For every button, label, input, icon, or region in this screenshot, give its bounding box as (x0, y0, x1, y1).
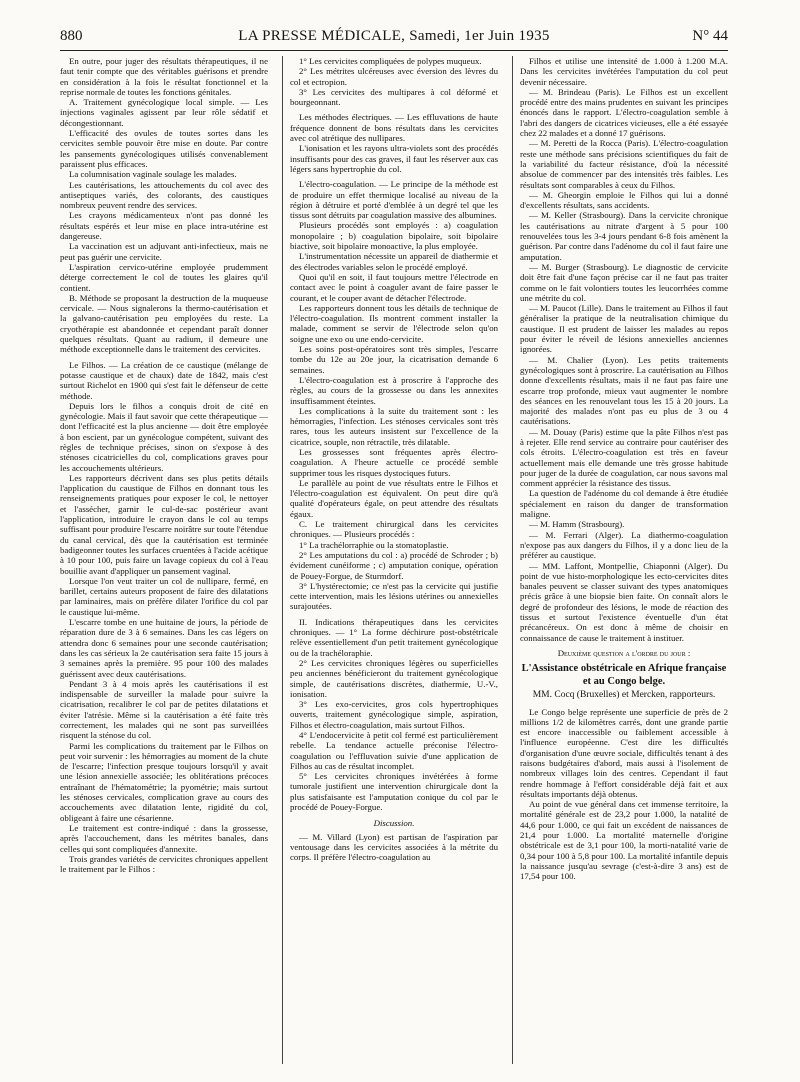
paragraph: 1° La trachélorraphie ou la stomatoplastie. (299, 539, 449, 550)
paragraph: C. Le traitement chirurgical dans les cervicites chroniques. — Plusieurs procédés : (290, 519, 498, 540)
paragraph: A. Traitement gynécologique local simple. — Les injections vaginales agissent par leur rôle sédatif et décongestionnant. (60, 97, 268, 128)
section-label: Deuxième question a l'ordre du jour : (557, 647, 691, 658)
paragraph: — M. Paucot (Lille). Dans le traitement au Filhos il faut généraliser la pratique de la neutralisation chimique du caustique. Il est prudent de laisser les malades au repos pour éviter le réveil de lésions annexielles anciennes ignorées. (520, 303, 728, 355)
page-number: 880 (60, 28, 83, 44)
paragraph: La vaccination est un adjuvant anti-infectieux, mais ne peut pas guérir une cervicite. (60, 241, 268, 262)
paragraph: Le parallèle au point de vue résultats entre le Filhos et l'électro-coagulation est équivalent. On peut dire qu'à qualité d'opérateurs égale, on peut attendre des résultats égaux. (290, 477, 498, 519)
paragraph: 3° Les cervicites des multipares à col déformé et bourgeonnant. (290, 86, 498, 108)
paragraph: Les rapporteurs donnent tous les détails de technique de l'électro-coagulation. Ils montrent comment installer la malade, comment se servir de l'électrode selon qu'on soigne une exo ou une endo-cervicite. (290, 302, 498, 344)
paragraph: 5° Les cervicites chroniques invétérées à forme tumorale justifient une intervention chirurgicale dont la plus satisfaisante est l'amputation conique du col par le procédé de Pouey-Forgue. (290, 771, 498, 813)
paragraph: L'escarre tombe en une huitaine de jours, la période de réparation dure de 3 à 6 semaines. Dans les cas légers on attendra donc 6 semaines pour une seconde cautérisation; dans les cas sérieux la 2e cautérisation sera faite 15 jours à 3 semaines après la première. 95 pour 100 des malades guérissent avec deux cautérisations. (60, 617, 268, 679)
page-header (60, 28, 728, 50)
paragraph: Les soins post-opératoires sont très simples, l'escarre tombe du 12e au 20e jour, la cicatrisation demande 6 semaines. (290, 344, 498, 375)
paragraph: L'aspiration cervico-utérine employée prudemment déterge correctement le col de toutes les glaires qu'il contient. (60, 261, 268, 293)
paragraph: Les cautérisations, les attouchements du col avec des antiseptiques variés, des colorants, des caustiques nombreux peuvent rendre des services. (60, 179, 268, 211)
paragraph: Au point de vue général dans cet immense territoire, la mortalité générale est de 23,2 pour 1.000, la natalité de 44,6 pour 1.000, ce qui fait un excédent de naissances de 21,4 pour 1.000. La mortalité maternelle d'origine obstétricale est de 3,1 pour 100, la morti-natalité varie de 0,34 pour 100 à 5,8 pour 100. La mortalité infantile depuis la naissance jusqu'au sevrage (c'est-à-dire 3 ans) est de 17,54 pour 100. (520, 799, 728, 882)
paragraph: — MM. Laffont, Montpellie, Chiaponni (Alger). Du point de vue histo-morphologique les ecto-cervicites dites banales peuvent se classer suivant des types anatomiques précis grâce à une biopsie bien faite. On connaît alors le degré de profondeur des lésions, le mode de réaction des tissus et surtout l'existence éventuelle d'un état précancéreux. On est donc à même de choisir en connaissance de cause le traitement à instituer. (520, 560, 728, 643)
paragraph: La question de l'adénome du col demande à être étudiée spécialement en raison du danger de transformation maligne. (520, 488, 728, 520)
paragraph: Parmi les complications du traitement par le Filhos on peut voir survenir : les hémorragies au moment de la chute de l'escarre; l'infection presque toujours lorsqu'il y avait une lésion annexielle associée; les oblitérations précoces entraînant de l'hématométrie; la pyométrie; mais surtout les sténoses cervicales, complication grave au cours des accouchements avec dilatation lente, rigidité du col, obligeant à faire une césarienne. (60, 740, 268, 823)
paragraph: 1° Les cervicites compliquées de polypes muqueux. (299, 56, 482, 66)
paragraph: 3° Les exo-cervicites, gros cols hypertrophiques ouverts, traitement gynécologique simple, aspiration, Filhos et électro-coagulation, mais surtout Filhos. (290, 699, 498, 730)
paragraph: — M. Douay (Paris) estime que la pâte Filhos n'est pas à rejeter. Elle rend service au contraire pour cautériser des cols étroits. L'électro-coagulation est très en faveur actuellement mais elle demande une très grosse habitude pour juger de la durée de coagulation, car nous savons mal comment apprécier la résistance des tissus. (520, 426, 728, 489)
paragraph: — M. Villard (Lyon) est partisan de l'aspiration par ventousage dans les cervicites associées à la métrite du corps. Il préfère l'électro-coagulation au (290, 831, 498, 863)
paragraph: Les méthodes électriques. — Les effluvations de haute fréquence donnent de bons résultats dans les cervicites avec col atrétique des nullipares. (290, 112, 498, 144)
paragraph: — M. Chalier (Lyon). Les petits traitements gynécologiques sont à proscrire. La cautérisation au Filhos donne d'excellents résultats, mais il ne faut pas faire une escarre trop profonde, mieux vaut augmenter le nombre des séances en les renouvelant tous les 15 à 20 jours. La majorité des malades n'ont pas eu plus de 3 ou 4 cautérisations. (520, 354, 728, 427)
paragraph: — M. Hamm (Strasbourg). (529, 519, 625, 530)
paragraph: Les complications à la suite du traitement sont : les hémorragies, l'infection. Les sténoses cervicales sont très rares, tous les auteurs insistent sur l'excellence de la cicatrice, souple, non rétractile, très dilatable. (290, 405, 498, 447)
paragraph: II. Indications thérapeutiques dans les cervicites chroniques. — 1° La forme déchirure post-obstétricale relève essentiellement d'un petit traitement gynécologique ou de la trachéloraphie. (290, 616, 498, 658)
paragraph: L'efficacité des ovules de toutes sortes dans les cervicites semble pouvoir être mise en doute. Par contre les pansements gynécologiques utilisés convenablement paraissent plus efficaces. (60, 128, 268, 169)
discussion-heading: Discussion. (373, 818, 415, 829)
column-divider (282, 56, 283, 1064)
column-2 (290, 56, 498, 1072)
paragraph: Depuis lors le filhos a conquis droit de cité en gynécologie. Mais il faut savoir que cette thérapeutique — dont l'efficacité est la plus ancienne — doit être employée à bon escient, par un gynécologue compétent, suivant des règles de technique précises, sinon on s'expose à des sténoses cicatricielles du col, complications graves pour les accouchements ultérieurs. (60, 400, 268, 473)
paragraph: — M. Keller (Strasbourg). Dans la cervicite chronique les cautérisations au nitrate d'argent à 5 pour 100 renouvelées tous les 3-4 jours pendant 6-8 fois amènent la guérison. Par contre dans l'adénome du col il faut faire une amputation. (520, 210, 728, 262)
paragraph: — M. Ferrari (Alger). La diathermo-coagulation n'expose pas aux dangers du Filhos, il y a donc lieu de la préférer au caustique. (520, 529, 728, 561)
paragraph: L'ionisation et les rayons ultra-violets sont des procédés insuffisants pour des cas graves, il faut les réserver aux cas légers sans hypertrophie du col. (290, 143, 498, 174)
column-divider (512, 56, 513, 1064)
paragraph: 3° L'hystérectomie; ce n'est pas la cervicite qui justifie cette intervention, mais les lésions utérines ou annexielles surajoutées. (290, 580, 498, 612)
paragraph: Plusieurs procédés sont employés : a) coagulation monopolaire ; b) coagulation bipolaire, soit bipolaire biactive, soit bipolaire monoactive, la plus employée. (290, 220, 498, 252)
paragraph: Les rapporteurs décrivent dans ses plus petits détails l'application du caustique de Filhos en donnant tous les renseignements pratiques pour exposer le col, le nettoyer et l'assécher, garnir le cul-de-sac postérieur avant l'application, introduire le crayon dans le col au temps suffisant pour produire l'escarre noirâtre sur toute l'étendue du canal cervical, dès que la cautérisation est terminée badigeonner toutes les surfaces cruentées à l'acide acétique à 10 pour 100, puis faire un lavage copieux du col à l'eau bouillie avant d'appliquer un pansement vaginal. (60, 472, 268, 576)
column-1 (60, 56, 268, 1072)
paragraph: 4° L'endocervicite à petit col fermé est particulièrement rebelle. La tendance actuelle préconise l'électro-coagulation ou l'effluvation suivie d'une application de Filhos au cas de résultat incomplet. (290, 730, 498, 771)
issue-number: N° 44 (692, 28, 728, 44)
paragraph: — M. Burger (Strasbourg). Le diagnostic de cervicite doit être fait d'une façon précise car il ne faut pas traiter comme on le fait volontiers toutes les leucorrhées comme une métrite du col. (520, 261, 728, 303)
paragraph: B. Méthode se proposant la destruction de la muqueuse cervicale. — Nous signalerons la thermo-cautérisation et la galvano-cautérisation peu employées du reste. La cryothérapie est abandonnée et cependant paraît donner quelques résultats. Quant au radium, il demeure une méthode exceptionnelle dans le traitement des cervicites. (60, 292, 268, 355)
paragraph: L'électro-coagulation est à proscrire à l'approche des règles, au cours de la grossesse ou dans les annexites insuffisamment éteintes. (290, 374, 498, 406)
paragraph: 2° Les cervicites chroniques légères ou superficielles peu anciennes bénéficieront du traitement gynécologique simple, de cautérisations discrètes, diathermie, U.-V., ionisation. (290, 657, 498, 699)
paragraph: Les grossesses sont fréquentes après électro-coagulation. A l'heure actuelle ce procédé semble supprimer tous les risques dystociques futurs. (290, 446, 498, 478)
header-rule (60, 50, 728, 51)
paragraph: Le traitement est contre-indiqué : dans la grossesse, après l'accouchement, dans les métrites banales, dans celles qui sont compliquées d'annexite. (60, 822, 268, 854)
paragraph: — M. Gheorgin emploie le Filhos qui lui a donné d'excellents résultats, sans accidents. (520, 189, 728, 211)
paragraph: — M. Brindeau (Paris). Le Filhos est un excellent procédé entre des mains prudentes en suivant les principes énoncés dans le rapport. L'électro-coagulation semble à l'abri des dangers de cicatrices vicieuses, elle a été essayée chez 22 malades et a donné 17 guérisons. (520, 86, 728, 139)
paragraph: 2° Les amputations du col : a) procédé de Schroder ; b) évidement cunéiforme ; c) amputation conique, opération de Pouey-Forgue, de Sturmdorf. (290, 549, 498, 581)
paragraph: 2° Les métrites ulcéreuses avec éversion des lèvres du col et ectropion. (290, 66, 498, 87)
paragraph: Le Filhos. — La création de ce caustique (mélange de potasse caustique et de chaux) date de 1842, mais c'est surtout Richelot en 1900 qui s'est fait le défenseur de cette méthode. (60, 359, 268, 401)
paragraph: Quoi qu'il en soit, il faut toujours mettre l'électrode en contact avec le point à coaguler avant de faire passer le courant, et le couper avant de détacher l'électrode. (290, 271, 498, 303)
paragraph: Filhos et utilise une intensité de 1.000 à 1.200 M.A. Dans les cervicites invétérées l'amputation du col peut devenir nécessaire. (520, 56, 728, 87)
paragraph: L'instrumentation nécessite un appareil de diathermie et des électrodes variables selon le procédé employé. (290, 251, 498, 272)
paragraph: Les crayons médicamenteux n'ont pas donné les résultats espérés et leur mise en place intra-utérine est dangereuse. (60, 210, 268, 242)
paragraph: L'électro-coagulation. — Le principe de la méthode est de produire un effet thermique localisé au niveau de la région à détruire et porté d'emblée à un degré tel que les tissus sont détruits par coagulation massive des albumines. (290, 179, 498, 221)
publication-title: LA PRESSE MÉDICALE, Samedi, 1er Juin 1935 (238, 28, 550, 44)
paragraph: — M. Peretti de la Rocca (Paris). L'électro-coagulation reste une méthode sans précisions scientifiques du fait de la variabilité du facteur résistance, d'où la nécessité absolue de commencer par des intensités très faibles. Les résultats sont comparables à ceux du Filhos. (520, 138, 728, 190)
paragraph: En outre, pour juger des résultats thérapeutiques, il ne faut tenir compte que des véritables guérisons et prendre en considération à la fois le résultat fonctionnel et la reprise normale de toutes les fonctions génitales. (60, 56, 268, 97)
paragraph: Lorsque l'on veut traiter un col de nullipare, fermé, en barillet, certains auteurs proposent de faire des dilatations par laminaires, mais on préfère dilater l'orifice du col par le caustique lui-même. (60, 575, 268, 617)
paragraph: Le Congo belge représente une superficie de près de 2 millions 1/2 de kilomètres carrés, dont une grande partie est encore inaccessible ou faiblement accessible à l'influence européenne. C'est dire les difficultés d'organisation d'une œuvre sociale, difficultés tenant à des raisons budgétaires d'abord, mais aussi à l'isolement de nombreux villages loin des centres. Cependant il faut rendre hommage à l'effort considérable déjà fait et aux résultats importants déjà obtenus. (520, 706, 728, 799)
column-3 (520, 56, 728, 1072)
rapporteurs-line: MM. Cocq (Bruxelles) et Mercken, rapporteurs. (532, 690, 716, 701)
section-title: L'Assistance obstétricale en Afrique française et au Congo belge. (521, 663, 727, 688)
paragraph: La columnisation vaginale soulage les malades. (69, 169, 237, 180)
paragraph: Pendant 3 à 4 mois après les cautérisations il est indispensable de surveiller la malade pour suivre la cicatrisation, recalibrer le col par de petites dilatations et éviter l'atrésie. Même si la cautérisation a été faite très correctement, les malades qui ne sont pas surveillées risquent la sténose du col. (60, 678, 268, 741)
paragraph: Trois grandes variétés de cervicites chroniques appellent le traitement par le Filhos : (60, 853, 268, 875)
